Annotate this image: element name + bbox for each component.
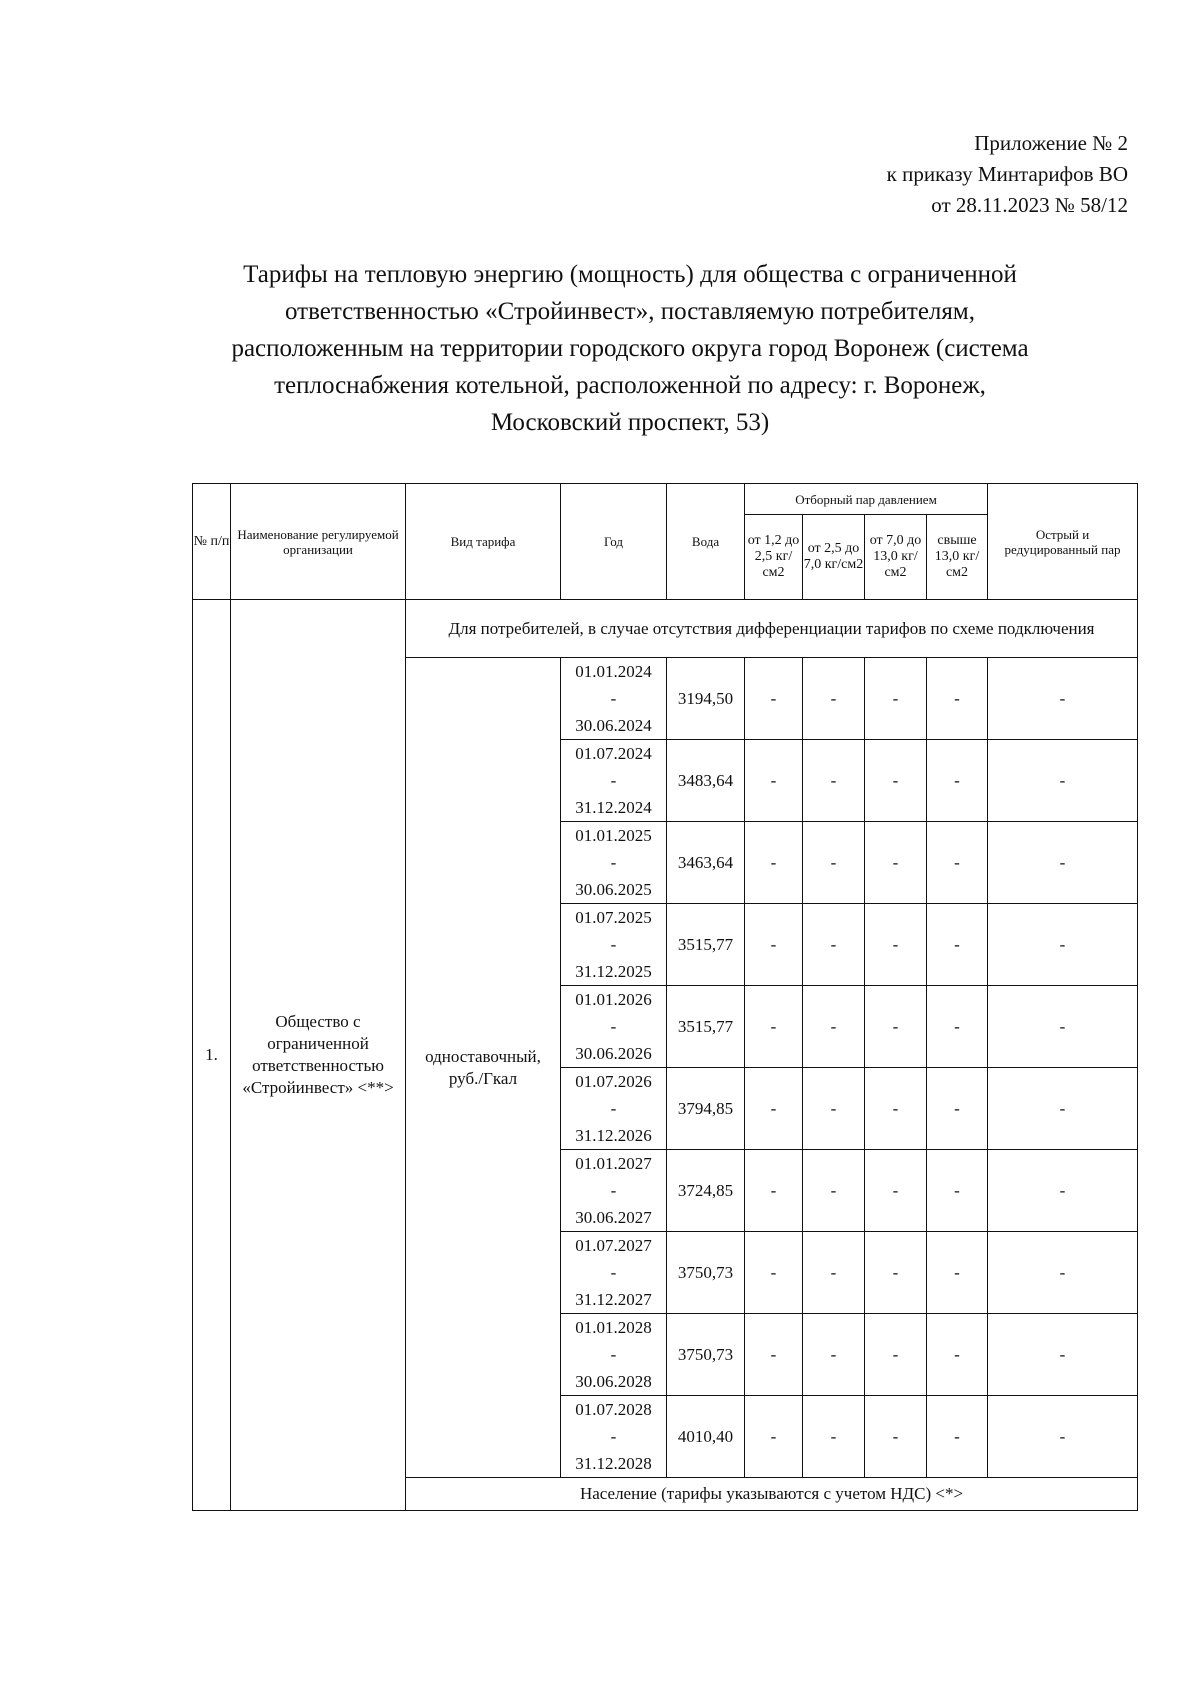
steam-1-value: - (745, 822, 803, 904)
water-value: 4010,40 (667, 1396, 745, 1478)
period-sep: - (610, 771, 617, 790)
steam-4-value: - (927, 822, 988, 904)
steam-1-value: - (745, 1068, 803, 1150)
steam-4-value: - (927, 1232, 988, 1314)
period-to: 31.12.2026 (575, 1126, 652, 1145)
period-from: 01.07.2026 (575, 1072, 652, 1091)
sharp-steam-value: - (988, 1314, 1138, 1396)
period-from: 01.01.2026 (575, 990, 652, 1009)
title-line: Тарифы на тепловую энергию (мощность) для общества с ограниченной (243, 261, 1017, 288)
period-cell (561, 1314, 667, 1396)
water-value: 3750,73 (667, 1232, 745, 1314)
header-org: Наименование регулируемой организации (231, 484, 406, 600)
steam-1-value: - (745, 740, 803, 822)
document-title (150, 256, 1110, 441)
steam-2-value: - (803, 822, 865, 904)
period-sep: - (610, 1345, 617, 1364)
steam-3-value: - (865, 1232, 927, 1314)
steam-2-value: - (803, 1150, 865, 1232)
section-population: Население (тарифы указываются с учетом НДС) <*> (406, 1478, 1138, 1511)
period-to: 30.06.2026 (575, 1044, 652, 1063)
steam-4-value: - (927, 740, 988, 822)
sharp-steam-value: - (988, 1396, 1138, 1478)
period-from: 01.07.2024 (575, 744, 652, 763)
header-tariff-type: Вид тарифа (406, 484, 561, 600)
period-from: 01.01.2024 (575, 662, 652, 681)
sharp-steam-value: - (988, 822, 1138, 904)
title-line: теплоснабжения котельной, расположенной по адресу: г. Воронеж, (274, 372, 986, 399)
row-number: 1. (193, 600, 231, 1511)
steam-2-value: - (803, 1396, 865, 1478)
header-num: № п/п (193, 484, 231, 600)
steam-2-value: - (803, 904, 865, 986)
period-to: 31.12.2025 (575, 962, 652, 981)
period-to: 30.06.2028 (575, 1372, 652, 1391)
sharp-steam-value: - (988, 986, 1138, 1068)
steam-1-value: - (745, 1232, 803, 1314)
header-steam-2: от 2,5 до 7,0 кг/см2 (803, 515, 865, 600)
water-value: 3724,85 (667, 1150, 745, 1232)
steam-1-value: - (745, 1314, 803, 1396)
water-value: 3794,85 (667, 1068, 745, 1150)
period-from: 01.01.2027 (575, 1154, 652, 1173)
steam-2-value: - (803, 986, 865, 1068)
water-value: 3483,64 (667, 740, 745, 822)
steam-4-value: - (927, 1396, 988, 1478)
section-row (193, 600, 1138, 658)
steam-3-value: - (865, 658, 927, 740)
steam-3-value: - (865, 1068, 927, 1150)
title-line: Московский проспект, 53) (490, 409, 770, 436)
steam-2-value: - (803, 658, 865, 740)
period-to: 30.06.2024 (575, 716, 652, 735)
tariff-table (192, 483, 1138, 1511)
sharp-steam-value: - (988, 658, 1138, 740)
period-from: 01.01.2028 (575, 1318, 652, 1337)
period-from: 01.07.2025 (575, 908, 652, 927)
organization-name: Общество с ограниченной ответственностью «Стройинвест» <**> (231, 600, 406, 1511)
steam-2-value: - (803, 1232, 865, 1314)
period-sep: - (610, 935, 617, 954)
title-line: расположенным на территории городского округа город Воронеж (система (231, 335, 1029, 362)
period-from: 01.07.2028 (575, 1400, 652, 1419)
period-cell (561, 904, 667, 986)
period-sep: - (610, 1263, 617, 1282)
water-value: 3750,73 (667, 1314, 745, 1396)
steam-3-value: - (865, 1396, 927, 1478)
water-value: 3463,64 (667, 822, 745, 904)
steam-4-value: - (927, 658, 988, 740)
period-sep: - (610, 1017, 617, 1036)
period-to: 31.12.2027 (575, 1290, 652, 1309)
header-steam-group: Отборный пар давлением (745, 484, 988, 515)
steam-3-value: - (865, 986, 927, 1068)
steam-4-value: - (927, 986, 988, 1068)
steam-3-value: - (865, 904, 927, 986)
period-cell (561, 658, 667, 740)
steam-1-value: - (745, 904, 803, 986)
appendix-line: Приложение № 2 (974, 131, 1128, 155)
appendix-line: от 28.11.2023 № 58/12 (931, 193, 1128, 217)
period-cell (561, 1068, 667, 1150)
sharp-steam-value: - (988, 740, 1138, 822)
title-line: ответственностью «Стройинвест», поставляемую потребителям, (285, 298, 975, 325)
period-sep: - (610, 689, 617, 708)
steam-4-value: - (927, 904, 988, 986)
steam-3-value: - (865, 1150, 927, 1232)
steam-2-value: - (803, 1068, 865, 1150)
sharp-steam-value: - (988, 1068, 1138, 1150)
steam-1-value: - (745, 658, 803, 740)
period-cell (561, 1396, 667, 1478)
steam-4-value: - (927, 1068, 988, 1150)
steam-3-value: - (865, 740, 927, 822)
period-cell (561, 1232, 667, 1314)
steam-2-value: - (803, 740, 865, 822)
steam-1-value: - (745, 1150, 803, 1232)
period-from: 01.07.2027 (575, 1236, 652, 1255)
period-to: 31.12.2028 (575, 1454, 652, 1473)
period-to: 30.06.2025 (575, 880, 652, 899)
steam-3-value: - (865, 822, 927, 904)
period-from: 01.01.2025 (575, 826, 652, 845)
tariff-type: одноставочный, руб./Гкал (406, 658, 561, 1478)
sharp-steam-value: - (988, 904, 1138, 986)
section-all-consumers: Для потребителей, в случае отсутствия дифференциации тарифов по схеме подключения (406, 600, 1138, 658)
appendix-block (887, 128, 1128, 221)
appendix-line: к приказу Минтарифов ВО (886, 162, 1128, 186)
header-row (193, 484, 1138, 515)
header-steam-1: от 1,2 до 2,5 кг/см2 (745, 515, 803, 600)
header-sharp-steam: Острый и редуцированный пар (988, 484, 1138, 600)
period-to: 31.12.2024 (575, 798, 652, 817)
steam-1-value: - (745, 1396, 803, 1478)
period-sep: - (610, 853, 617, 872)
period-sep: - (610, 1099, 617, 1118)
sharp-steam-value: - (988, 1150, 1138, 1232)
water-value: 3194,50 (667, 658, 745, 740)
steam-2-value: - (803, 1314, 865, 1396)
period-sep: - (610, 1181, 617, 1200)
steam-4-value: - (927, 1314, 988, 1396)
steam-3-value: - (865, 1314, 927, 1396)
period-cell (561, 986, 667, 1068)
header-water: Вода (667, 484, 745, 600)
steam-4-value: - (927, 1150, 988, 1232)
period-cell (561, 1150, 667, 1232)
sharp-steam-value: - (988, 1232, 1138, 1314)
steam-1-value: - (745, 986, 803, 1068)
header-steam-4: свыше 13,0 кг/см2 (927, 515, 988, 600)
water-value: 3515,77 (667, 986, 745, 1068)
period-to: 30.06.2027 (575, 1208, 652, 1227)
header-steam-3: от 7,0 до 13,0 кг/см2 (865, 515, 927, 600)
period-sep: - (610, 1427, 617, 1446)
header-year: Год (561, 484, 667, 600)
water-value: 3515,77 (667, 904, 745, 986)
period-cell (561, 822, 667, 904)
period-cell (561, 740, 667, 822)
